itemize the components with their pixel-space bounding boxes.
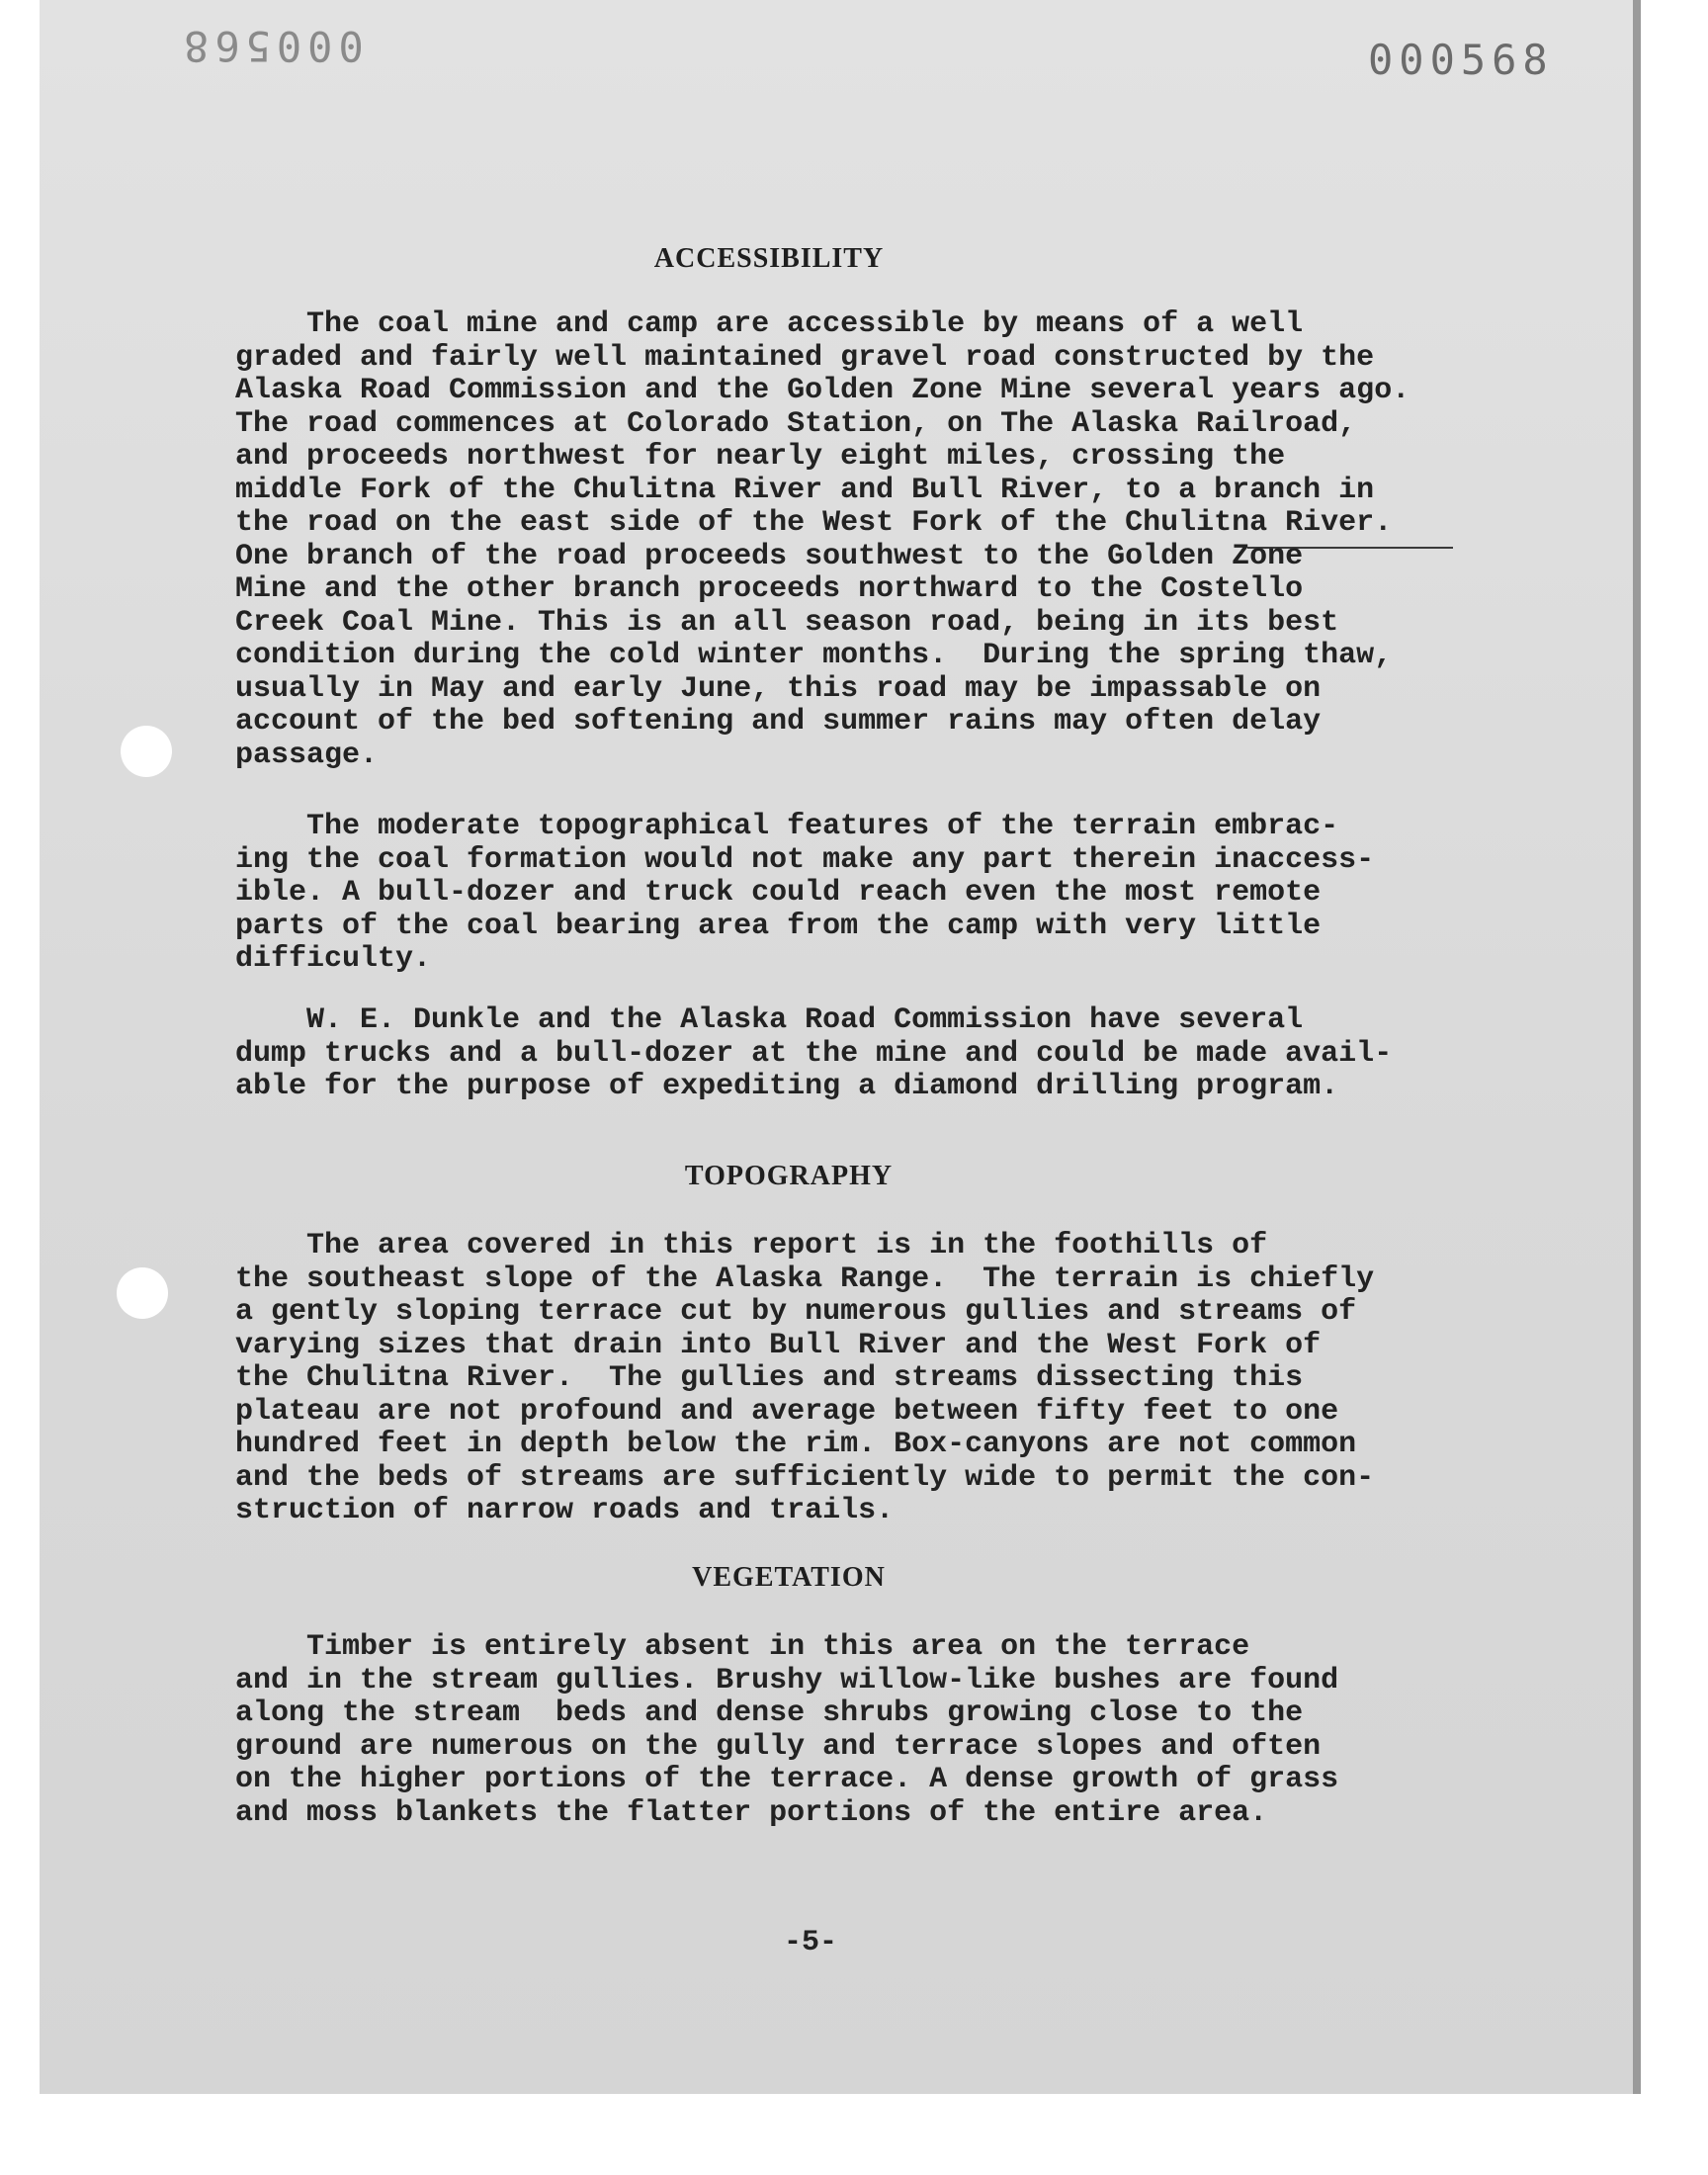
paragraph-vegetation: Timber is entirely absent in this area on the terrace and in the stream gullies. Brushy willow-like bushes are found along the stream beds and dense shrubs growing close to the ground are numerous on the gully and terrace slopes and often on the higher portions of the terrace. A dense growth of grass and moss blankets the flatter portions of the entire area. (235, 1630, 1339, 1830)
bates-stamp-faded: 000568 (178, 22, 364, 70)
punch-hole-upper (121, 726, 172, 777)
heading-topography: TOPOGRAPHY (684, 1161, 894, 1191)
punch-hole-lower (117, 1267, 168, 1319)
page-number: -5- (783, 1926, 837, 1959)
heading-vegetation: VEGETATION (692, 1562, 886, 1593)
page-edge-shadow (1633, 0, 1641, 2094)
paragraph-topography: The area covered in this report is in the foothills of the southeast slope of the Alaska Range. The terrain is chiefly a gently sloping terrace cut by numerous gullies and streams of varying sizes that drain into Bull River and the West Fork of the Chulitna River. The gullies and streams dissecting this plateau are not profound and average between fifty feet to one hundred feet in depth below the rim. Box-canyons are not common and the beds of streams are sufficiently wide to permit the con- struction of narrow roads and trails. (235, 1229, 1375, 1527)
bates-stamp: 000568 (1368, 36, 1554, 84)
heading-accessibility: ACCESSIBILITY (653, 243, 885, 274)
paragraph-accessibility-2: The moderate topographical features of the terrain embrac- ing the coal formation would not make any part therein inaccess- ible. A bull-dozer and truck could reach even the most remote parts of the coal bearing area from the camp with very little difficulty. (235, 810, 1375, 976)
paragraph-accessibility-3: W. E. Dunkle and the Alaska Road Commission have several dump trucks and a bull-dozer at the mine and could be made avail- able for the purpose of expediting a diamond drilling program. (235, 1003, 1393, 1103)
paragraph-accessibility-1: The coal mine and camp are accessible by means of a well graded and fairly well maintained gravel road constructed by the Alaska Road Commission and the Golden Zone Mine several years ago. The road commences at Colorado Station, on The Alaska Railroad, and proceeds northwest for nearly eight miles, crossing the middle Fork of the Chulitna River and Bull River, to a branch in the road on the east side of the West Fork of the Chulitna River. One branch of the road proceeds southwest to the Golden Zone Mine and the other branch proceeds northward to the Costello Creek Coal Mine. This is an all season road, being in its best condition during the cold winter months. During the spring thaw, usually in May and early June, this road may be impassable on account of the bed softening and summer rains may often delay passage. (235, 307, 1410, 772)
